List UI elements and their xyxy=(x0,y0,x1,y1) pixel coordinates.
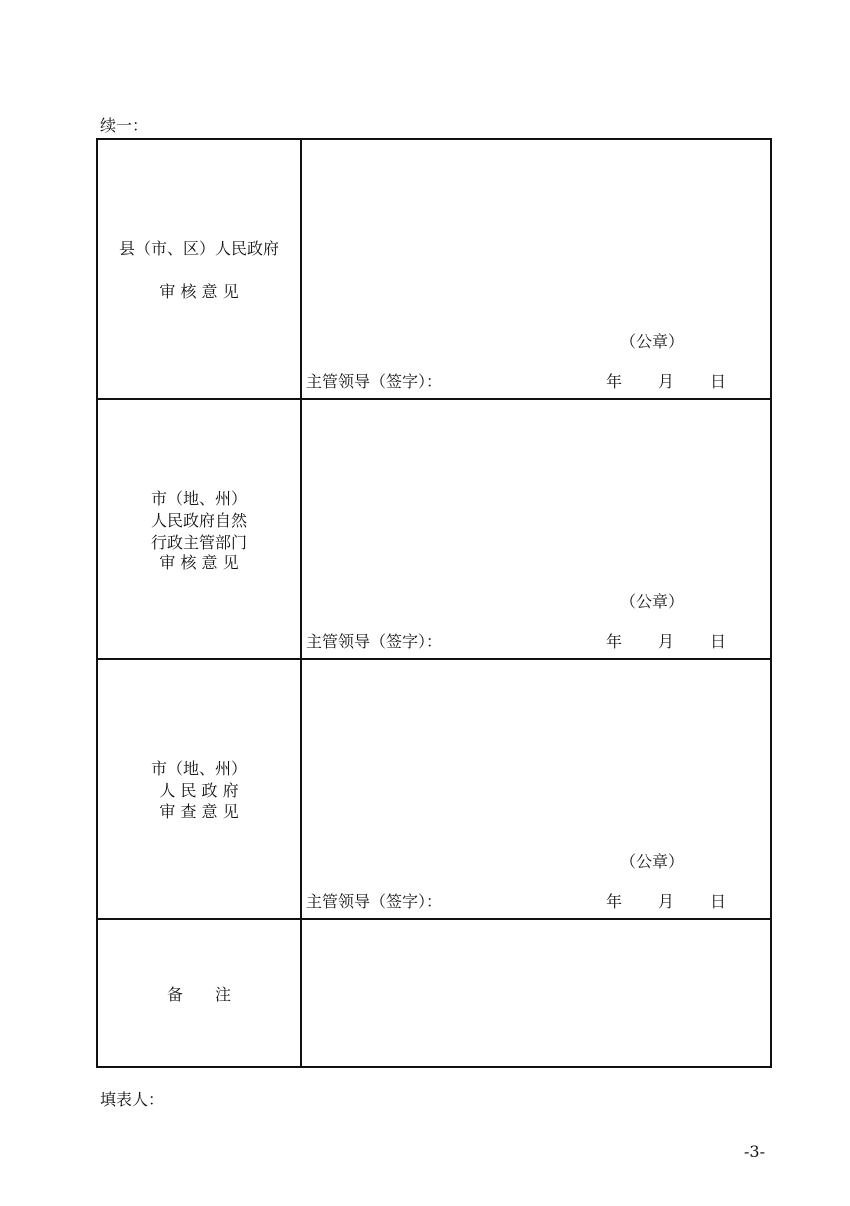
remarks-row xyxy=(98,920,770,1066)
prefecture-government-signer-label: 主管领导（签字）： xyxy=(306,892,443,911)
prefecture-government-review-row xyxy=(98,660,770,920)
remarks-content-cell[interactable] xyxy=(302,920,770,1066)
county-review-row xyxy=(98,140,770,400)
prefecture-department-label-cell xyxy=(98,400,302,658)
prefecture-department-label-line-1: 市（地、州） xyxy=(150,489,247,508)
prefecture-department-label-line-3: 行政主管部门 xyxy=(150,533,247,552)
county-review-content-cell[interactable] xyxy=(302,140,770,398)
remarks-label-cell xyxy=(98,920,302,1066)
county-review-label-cell xyxy=(98,140,302,398)
prefecture-department-label-line-4: 审 核 意 见 xyxy=(159,553,239,572)
county-review-label-line-1: 县（市、区）人民政府 xyxy=(118,239,279,258)
county-date-day: 日 xyxy=(710,372,727,391)
continuation-label: 续一： xyxy=(100,116,149,135)
prefecture-government-date-day: 日 xyxy=(710,892,727,911)
prefecture-government-label-cell xyxy=(98,660,302,918)
prefecture-department-date-day: 日 xyxy=(710,632,727,651)
county-date-month: 月 xyxy=(658,372,675,391)
prefecture-department-signer-label: 主管领导（签字）： xyxy=(306,632,443,651)
prefecture-department-label-line-2: 人民政府自然 xyxy=(150,511,247,530)
prefecture-department-official-seal: （公章） xyxy=(620,592,685,611)
prefecture-department-content-cell[interactable] xyxy=(302,400,770,658)
prefecture-government-label-line-3: 审 查 意 见 xyxy=(159,802,239,821)
form-filler-label: 填表人： xyxy=(100,1090,165,1109)
prefecture-government-label-line-1: 市（地、州） xyxy=(150,759,247,778)
county-review-label-line-2: 审 核 意 见 xyxy=(159,282,239,301)
review-form-table xyxy=(96,138,772,1068)
prefecture-government-content-cell[interactable] xyxy=(302,660,770,918)
prefecture-government-official-seal: （公章） xyxy=(620,852,685,871)
prefecture-government-date-year: 年 xyxy=(606,892,623,911)
page-number: -3- xyxy=(744,1142,765,1161)
prefecture-government-date-month: 月 xyxy=(658,892,675,911)
remarks-label: 备 注 xyxy=(166,985,231,1004)
county-date-year: 年 xyxy=(606,372,623,391)
county-official-seal: （公章） xyxy=(620,332,685,351)
prefecture-department-date-year: 年 xyxy=(606,632,623,651)
prefecture-department-date-month: 月 xyxy=(658,632,675,651)
prefecture-department-review-row xyxy=(98,400,770,660)
prefecture-government-label-line-2: 人 民 政 府 xyxy=(159,781,239,800)
county-signer-label: 主管领导（签字）： xyxy=(306,372,443,391)
